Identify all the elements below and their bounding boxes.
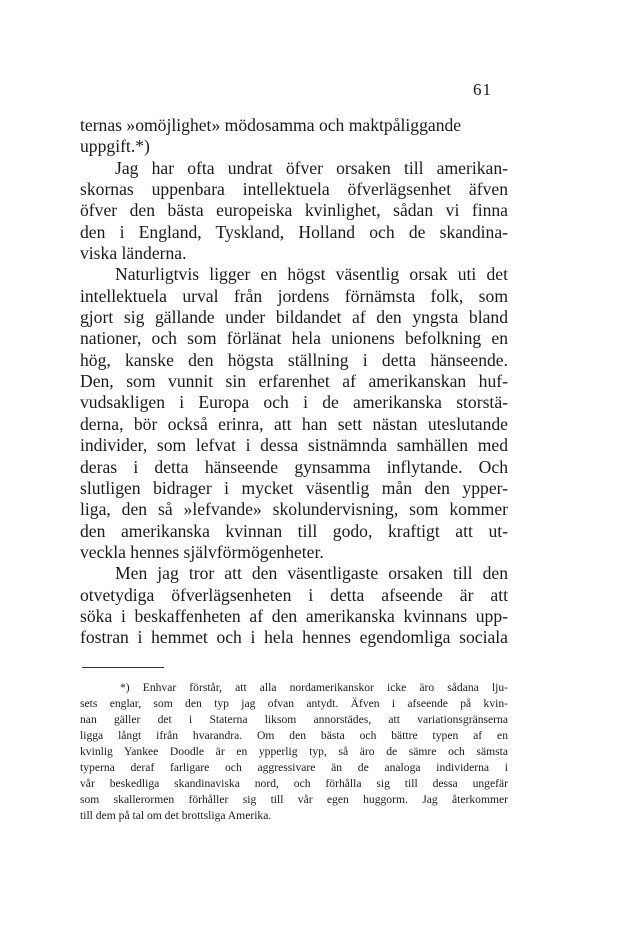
text-line: viska länderna. [80,243,187,264]
footnote-line: typerna deraf farligare och aggressivare än de analoga individerna i [80,761,508,775]
text-line: veckla hennes självförmögenheter. [80,541,324,562]
text-line: otvetydiga öfverlägsenheten i detta afseende är att [80,584,508,605]
text-line: liga, den så »lefvande» skolundervisning, som kommer [80,499,508,520]
text-line: vudsakligen i Europa och i de amerikanska storstä- [80,392,508,413]
text-line: skornas uppenbara intellektuela öfverlägsenhet äfven [80,179,508,200]
text-line: nationer, och som förlänat hela unionens befolkning en [80,328,508,349]
text-line: Men jag tror att den väsentligaste orsaken till den [115,563,508,584]
text-line: individer, som lefvat i dessa sistnämnda samhällen med [80,435,508,456]
footnote-line: till dem på tal om det brottsliga Amerika. [80,809,272,823]
footnote-line: vår beskedliga skandinaviska nord, och förhålla sig till dessa ungefär [80,777,508,791]
text-line: den i England, Tyskland, Holland och de skandina- [80,221,508,242]
text-line: gjort sig gällande under bildandet af den yngsta bland [80,307,508,328]
text-line: uppgift.*) [80,136,150,157]
footnote-line: *) Enhvar förstår, att alla nordamerikanskor icke äro sådana lju- [120,681,508,694]
text-line: Jag har ofta undrat öfver orsaken till amerikan- [115,157,508,178]
text-line: den amerikanska kvinnan till godo, kraftigt att ut- [80,520,508,541]
footnote-line: kvinlig Yankee Doodle är en ypperlig typ, så äro de sämre och sämsta [80,745,508,759]
text-line: deras i detta hänseende gynsamma inflytande. Och [80,456,508,477]
footnote-rule [82,667,164,668]
footnote [80,680,508,824]
text-line: Den, som vunnit sin erfarenhet af amerikanskan huf- [80,371,508,392]
body-text [80,115,508,649]
footnote-line: ligga långt ifrån hvarandra. Om den bästa och bättre typen af en [80,729,508,743]
footnote-line: nan gäller det i Staterna liksom annorstädes, att variationsgränserna [80,713,508,727]
text-line: Naturligtvis ligger en högst väsentlig orsak uti det [115,264,508,285]
page-number: 61 [473,80,492,99]
footnote-line: som skallerormen förhåller sig till vår egen huggorm. Jag återkommer [80,793,508,807]
text-line: hög, kanske den högsta ställning i detta hänseende. [80,349,508,370]
text-line: intellektuela urval från jordens förnämsta folk, som [80,285,508,306]
text-line: fostran i hemmet och i hela hennes egendomliga sociala [80,627,508,648]
text-line: söka i beskaffenheten af den amerikanska kvinnans upp- [80,605,508,626]
text-line: öfver den bästa europeiska kvinlighet, sådan vi finna [80,200,508,221]
footnote-line: sets englar, som den typ jag ofvan antydt. Äfven i afseende på kvin- [80,697,508,711]
text-line: ternas »omöjlighet» mödosamma och maktpåliggande [80,115,462,135]
text-line: derna, bör också erinra, att han sett nästan uteslutande [80,413,508,434]
text-line: slutligen bidrager i mycket väsentlig mån den ypper- [80,477,508,498]
